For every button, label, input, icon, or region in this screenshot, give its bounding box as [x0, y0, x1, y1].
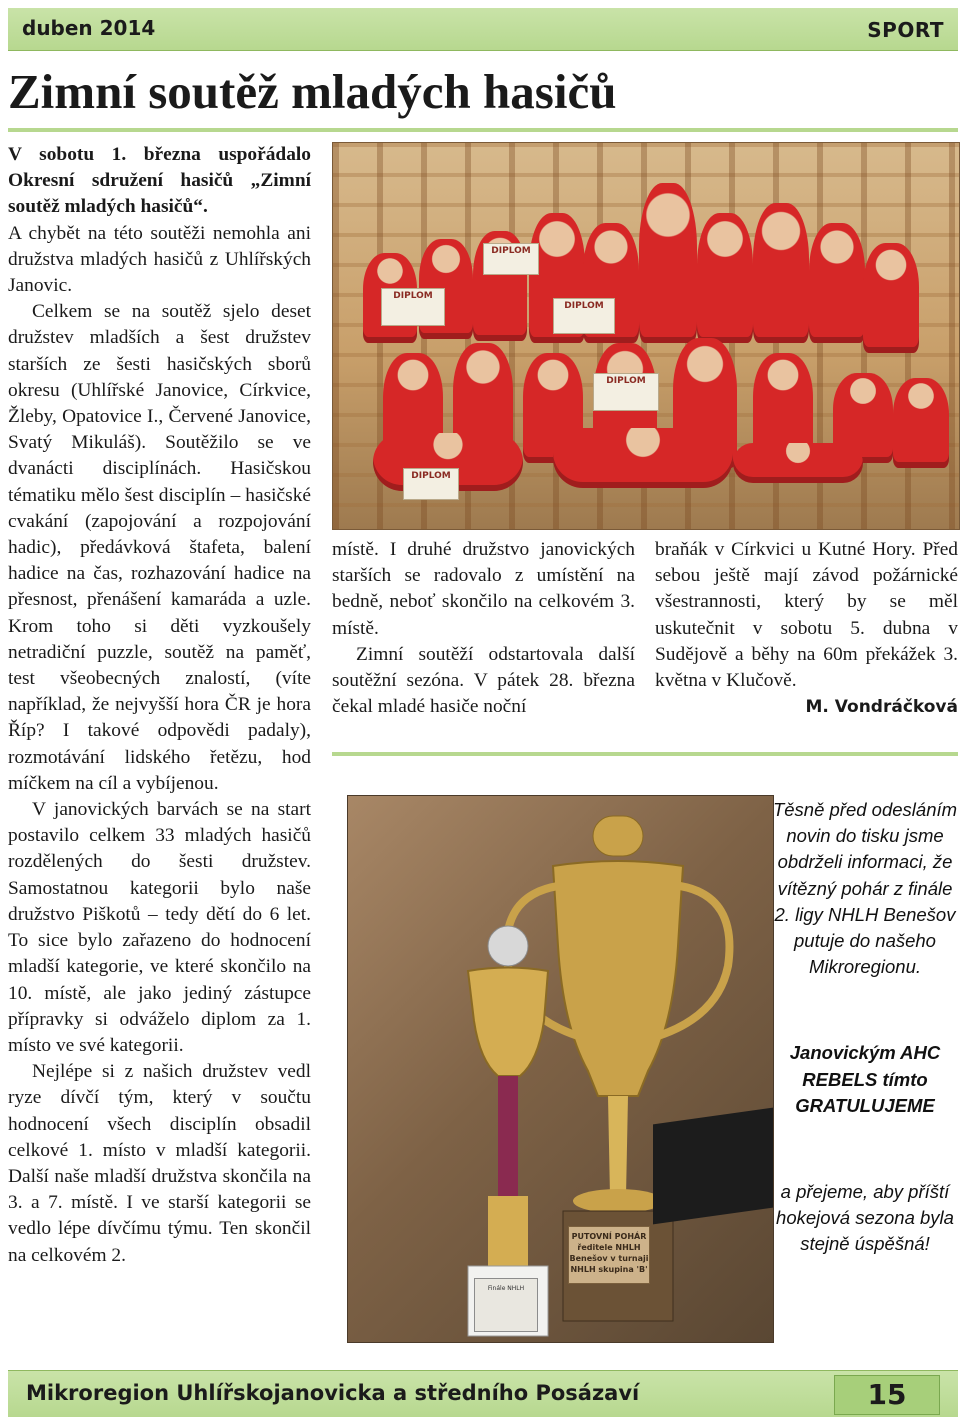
child-figure: [893, 378, 949, 468]
trophy-plaque: PUTOVNÍ POHÁR ředitele NHLH Benešov v turnaji NHLH skupina 'B': [568, 1226, 650, 1284]
article-paragraph: braňák v Církvici u Kutné Hory. Před sebou ještě mají závod požárnické všestrannosti, který by se měl uskutečnit v sobotu 5. dubna v Sudějově a běhy na 60m překážek 3. května v Klučově.: [655, 539, 958, 692]
title-divider: [8, 128, 958, 132]
trophy-plaque-small: Finále NHLH: [474, 1278, 538, 1332]
diploma-sheet: DIPLOM: [553, 298, 615, 334]
article-lead: V sobotu 1. března uspořádalo Okresní sdružení hasičů „Zimní soutěž mladých hasičů“.: [8, 144, 311, 218]
diploma-sheet: DIPLOM: [483, 243, 539, 275]
trophy-icon: [348, 796, 773, 1342]
section-label: SPORT: [867, 18, 944, 42]
author-signature: M. Vondráčková: [805, 697, 958, 718]
announcement-text: Těsně před odesláním novin do tisku jsme obdrželi informaci, že vítězný pohár z finále 2. ligy NHLH Benešov putuje do našeho Mikroregionu.: [772, 799, 958, 978]
child-figure: [639, 183, 697, 343]
article-paragraph: A chybět na této soutěži nemohla ani družstva mladých hasičů z Uhlířských Janovic.: [8, 222, 311, 297]
article-column-1: [8, 142, 311, 1269]
child-figure: [863, 243, 919, 353]
child-figure: [809, 223, 865, 343]
article-column-3: [655, 537, 958, 720]
article-paragraph: Zimní soutěží odstartovala další soutěžní sezóna. V pátek 28. března čekal mladé hasiče noční: [332, 643, 635, 718]
trophy-photo: [347, 795, 774, 1343]
section-divider: [332, 752, 958, 756]
article-paragraph: V janovických barvách se na start postavilo celkem 33 mladých hasičů rozdělených do šesti družstev. Samostatnou kategorii bylo naše družstvo Piškotů – tedy dětí do 6 let. To sice bylo zařazeno do hodnocení mladší kategorie, ve které skončilo na 10. místě, ale jako jediný zástupce přípravky si odváželo diplom za 1. místo ve své kategorii.: [8, 799, 311, 1056]
region-name: Mikroregion Uhlířskojanovicka a středního Posázaví: [26, 1381, 640, 1405]
announcement-wish: a přejeme, aby příští hokejová sezona byla stejně úspěšná!: [776, 1181, 954, 1255]
child-figure: [753, 203, 809, 343]
article-paragraph: místě. I druhé družstvo janovických starších se radovalo z umístění na bedně, neboť skončilo na celkovém 3. místě.: [332, 539, 635, 639]
article-paragraph: Nejlépe si z našich družstev vedl ryze dívčí tým, který v součtu hodnocení všech disciplín obsadil celkové 1. místo v mladší kategorii. Další naše mladší družstva skončila na 3. a 7. místě. I ve starší kategorii se vedlo lépe dívčímu týmu. Ten skončil na celkovém 2.: [8, 1061, 311, 1266]
article-title: Zimní soutěž mladých hasičů: [8, 64, 617, 119]
diploma-sheet: DIPLOM: [403, 468, 459, 500]
announcement-congrats: Janovickým AHC REBELS tímto GRATULUJEME: [789, 1042, 941, 1116]
header-bar: [8, 8, 958, 51]
announcement-box: [772, 795, 958, 1341]
issue-date: duben 2014: [22, 16, 156, 40]
child-figure: [733, 443, 863, 483]
footer-bar: [8, 1370, 958, 1417]
child-figure: [553, 428, 733, 488]
diploma-sheet: DIPLOM: [381, 288, 445, 326]
page-number: 15: [834, 1375, 940, 1415]
child-figure: [697, 213, 753, 343]
article-column-2: [332, 537, 635, 720]
laptop-object: [653, 1108, 773, 1225]
team-group-photo: [332, 142, 960, 530]
diploma-sheet: DIPLOM: [593, 373, 659, 411]
article-paragraph: Celkem se na soutěž sjelo deset družstev mladších a šest družstev starších ze šesti hasičských sborů okresu (Uhlířské Janovice, Církvice, Žleby, Opatovice I., Červené Janovice, Svatý Mikuláš). Soutěžilo se ve dvanácti disciplínách. Hasičskou tématiku mělo šest disciplín – hasičské cvakání (zapojování a rozpojování hadic), předávková štafeta, balení hadice na čas, rozhazování hadice na přesnost, přenášení kamaráda a uzle. Krom toho si děti vyzkoušely netradiční puzzle, soutěž na paměť, test všeobecných znalostí, (víte například, že nejvyšší hora ČR je hora Říp? I takové odpovědi padaly), rozmotávání lidského řetězu, hod míčkem na cíl a vybíjenou.: [8, 301, 311, 794]
